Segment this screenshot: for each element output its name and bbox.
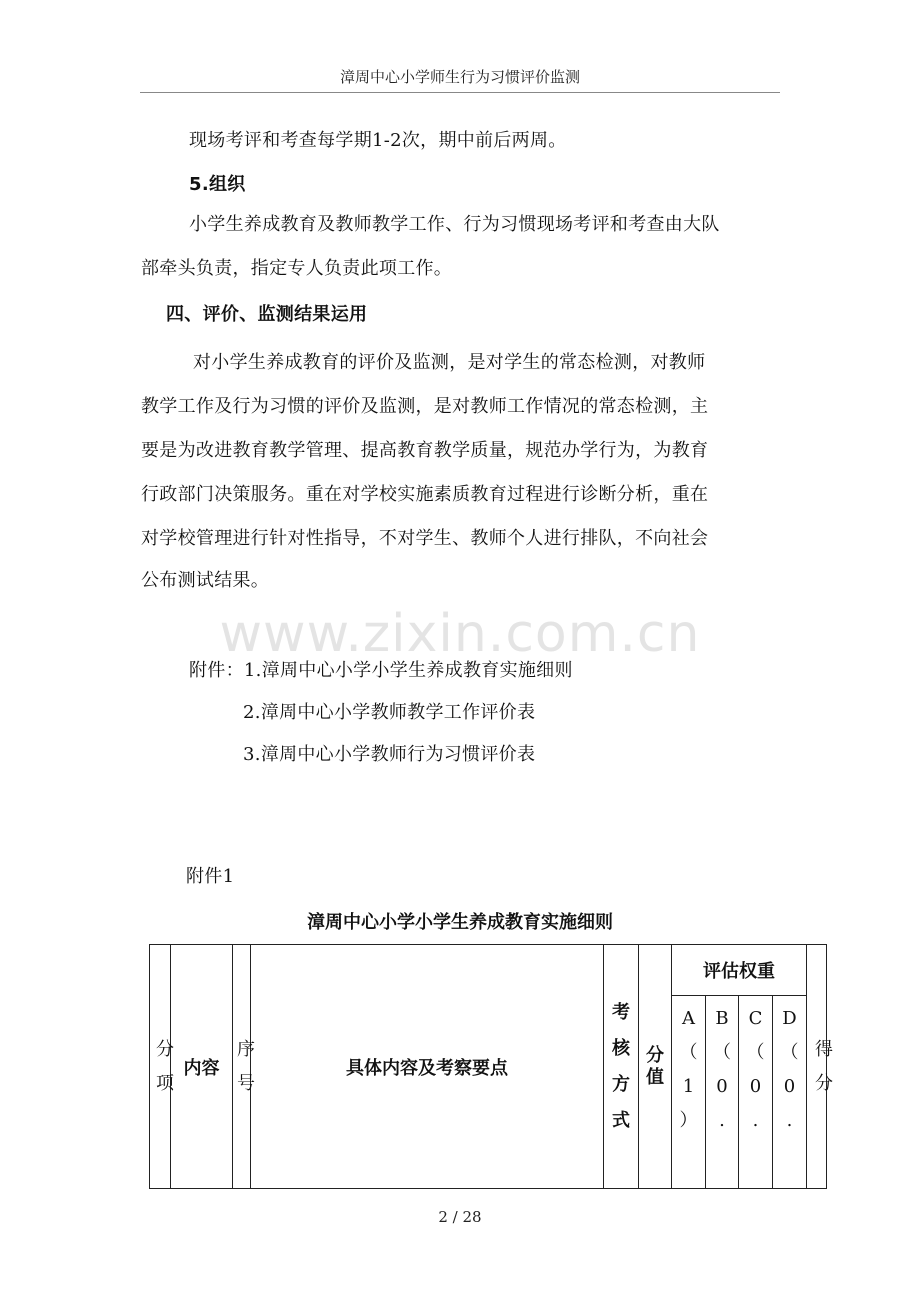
grade-d: D （ 0 . (773, 996, 807, 1189)
attachment-line: 2.漳周中心小学教师教学工作评价表 (243, 702, 536, 723)
header-rule (140, 92, 780, 93)
results-para-line: 对学校管理进行针对性指导，不对学生、教师个人进行排队，不向社会 (141, 528, 709, 549)
table-title: 漳周中心小学小学生养成教育实施细则 (307, 912, 613, 933)
running-header: 漳周中心小学师生行为习惯评价监测 (339, 68, 580, 86)
header-result: 得 分 (807, 945, 827, 1189)
appendix-label: 附件1 (186, 866, 235, 887)
organization-para-line: 部牵头负责，指定专人负责此项工作。 (141, 258, 453, 279)
watermark: www.zixin.com.cn (219, 604, 701, 664)
header-score: 分值 (639, 945, 672, 1189)
results-para-line: 教学工作及行为习惯的评价及监测，是对教师工作情况的常态检测，主 (141, 396, 709, 417)
results-para-line: 公布测试结果。 (141, 570, 270, 591)
results-para-line: 要是为改进教育教学管理、提高教育教学质量，规范办学行为，为教育 (141, 440, 709, 461)
results-para-line: 行政部门决策服务。重在对学校实施素质教育过程进行诊断分析，重在 (141, 484, 709, 505)
attachment-line: 3.漳周中心小学教师行为习惯评价表 (243, 744, 536, 765)
organization-para-line: 小学生养成教育及教师教学工作、行为习惯现场考评和考查由大队 (189, 214, 720, 235)
header-category: 分 项 (150, 945, 171, 1189)
attachment-line: 附件：1.漳周中心小学小学生养成教育实施细则 (189, 660, 573, 681)
evaluation-table (149, 944, 833, 1189)
grade-b: B （ 0 . (706, 996, 739, 1189)
heading-organization: 5.组织 (189, 174, 246, 195)
schedule-line: 现场考评和考查每学期1-2次，期中前后两周。 (189, 130, 567, 151)
page-number: 2 / 28 (438, 1208, 482, 1226)
grade-c: C （ 0 . (739, 996, 773, 1189)
grade-a: A （ 1 ） (672, 996, 706, 1189)
header-content: 内容 (171, 945, 233, 1189)
header-assessment-method: 考 核 方 式 (604, 945, 639, 1189)
header-detail: 具体内容及考察要点 (251, 945, 604, 1189)
header-weight: 评估权重 (672, 945, 807, 996)
results-para-line: 对小学生养成教育的评价及监测，是对学生的常态检测，对教师 (193, 352, 706, 373)
header-serial: 序 号 (233, 945, 251, 1189)
heading-section-four: 四、评价、监测结果运用 (166, 304, 368, 325)
